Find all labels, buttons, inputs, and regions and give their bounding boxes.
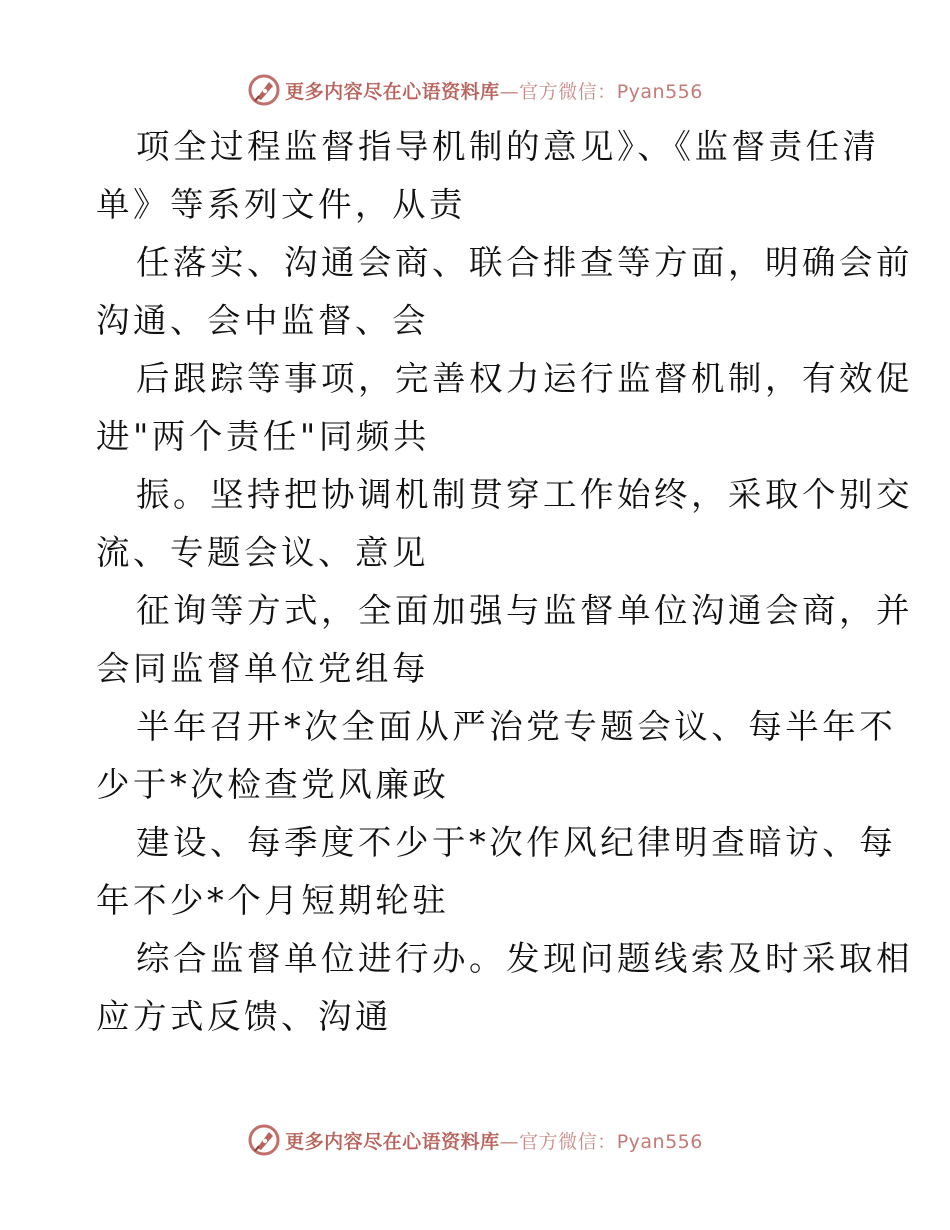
pen-nib-logo-icon	[247, 1123, 281, 1157]
watermark-text	[285, 1127, 703, 1154]
paragraph-line: 少于*次检查党风廉政	[96, 765, 450, 804]
paragraph-line: 综合监督单位进行办。发现问题线索及时采取相	[136, 939, 913, 978]
paragraph-line: 应方式反馈、沟通	[96, 997, 392, 1036]
paragraph-line: 年不少*个月短期轮驻	[96, 881, 450, 920]
watermark-site-text: 更多内容尽在心语资料库	[285, 1130, 500, 1153]
watermark-text	[285, 77, 703, 104]
paragraph-line: 征询等方式，全面加强与监督单位沟通会商，并	[136, 591, 913, 630]
watermark-separator: —	[499, 1130, 520, 1153]
watermark-contact-id: Pyan556	[616, 1130, 703, 1153]
paragraph-line: 单》等系列文件，从责	[96, 185, 466, 224]
footer-watermark-banner	[0, 1120, 950, 1160]
paragraph-line: 沟通、会中监督、会	[96, 301, 429, 340]
paragraph-line: 进"两个责任"同频共	[96, 417, 430, 456]
paragraph-line: 建设、每季度不少于*次作风纪律明查暗访、每	[136, 823, 897, 862]
watermark-contact-label: 官方微信：	[519, 80, 617, 103]
paragraph-line: 流、专题会议、意见	[96, 533, 429, 572]
header-watermark-banner	[0, 70, 950, 110]
paragraph-line: 项全过程监督指导机制的意见》、《监督责任清	[136, 127, 880, 166]
paragraph-line: 半年召开*次全面从严治党专题会议、每半年不	[136, 707, 897, 746]
paragraph-line: 任落实、沟通会商、联合排查等方面，明确会前	[136, 243, 913, 282]
paragraph-line: 振。坚持把协调机制贯穿工作始终，采取个别交	[136, 475, 913, 514]
watermark-site-text: 更多内容尽在心语资料库	[285, 80, 500, 103]
paragraph-line: 会同监督单位党组每	[96, 649, 429, 688]
paragraph-line: 后跟踪等事项，完善权力运行监督机制，有效促	[136, 359, 913, 398]
document-body	[96, 118, 913, 1046]
watermark-contact-label: 官方微信：	[519, 1130, 617, 1153]
watermark-contact-id: Pyan556	[616, 80, 703, 103]
pen-nib-logo-icon	[247, 73, 281, 107]
watermark-separator: —	[499, 80, 520, 103]
